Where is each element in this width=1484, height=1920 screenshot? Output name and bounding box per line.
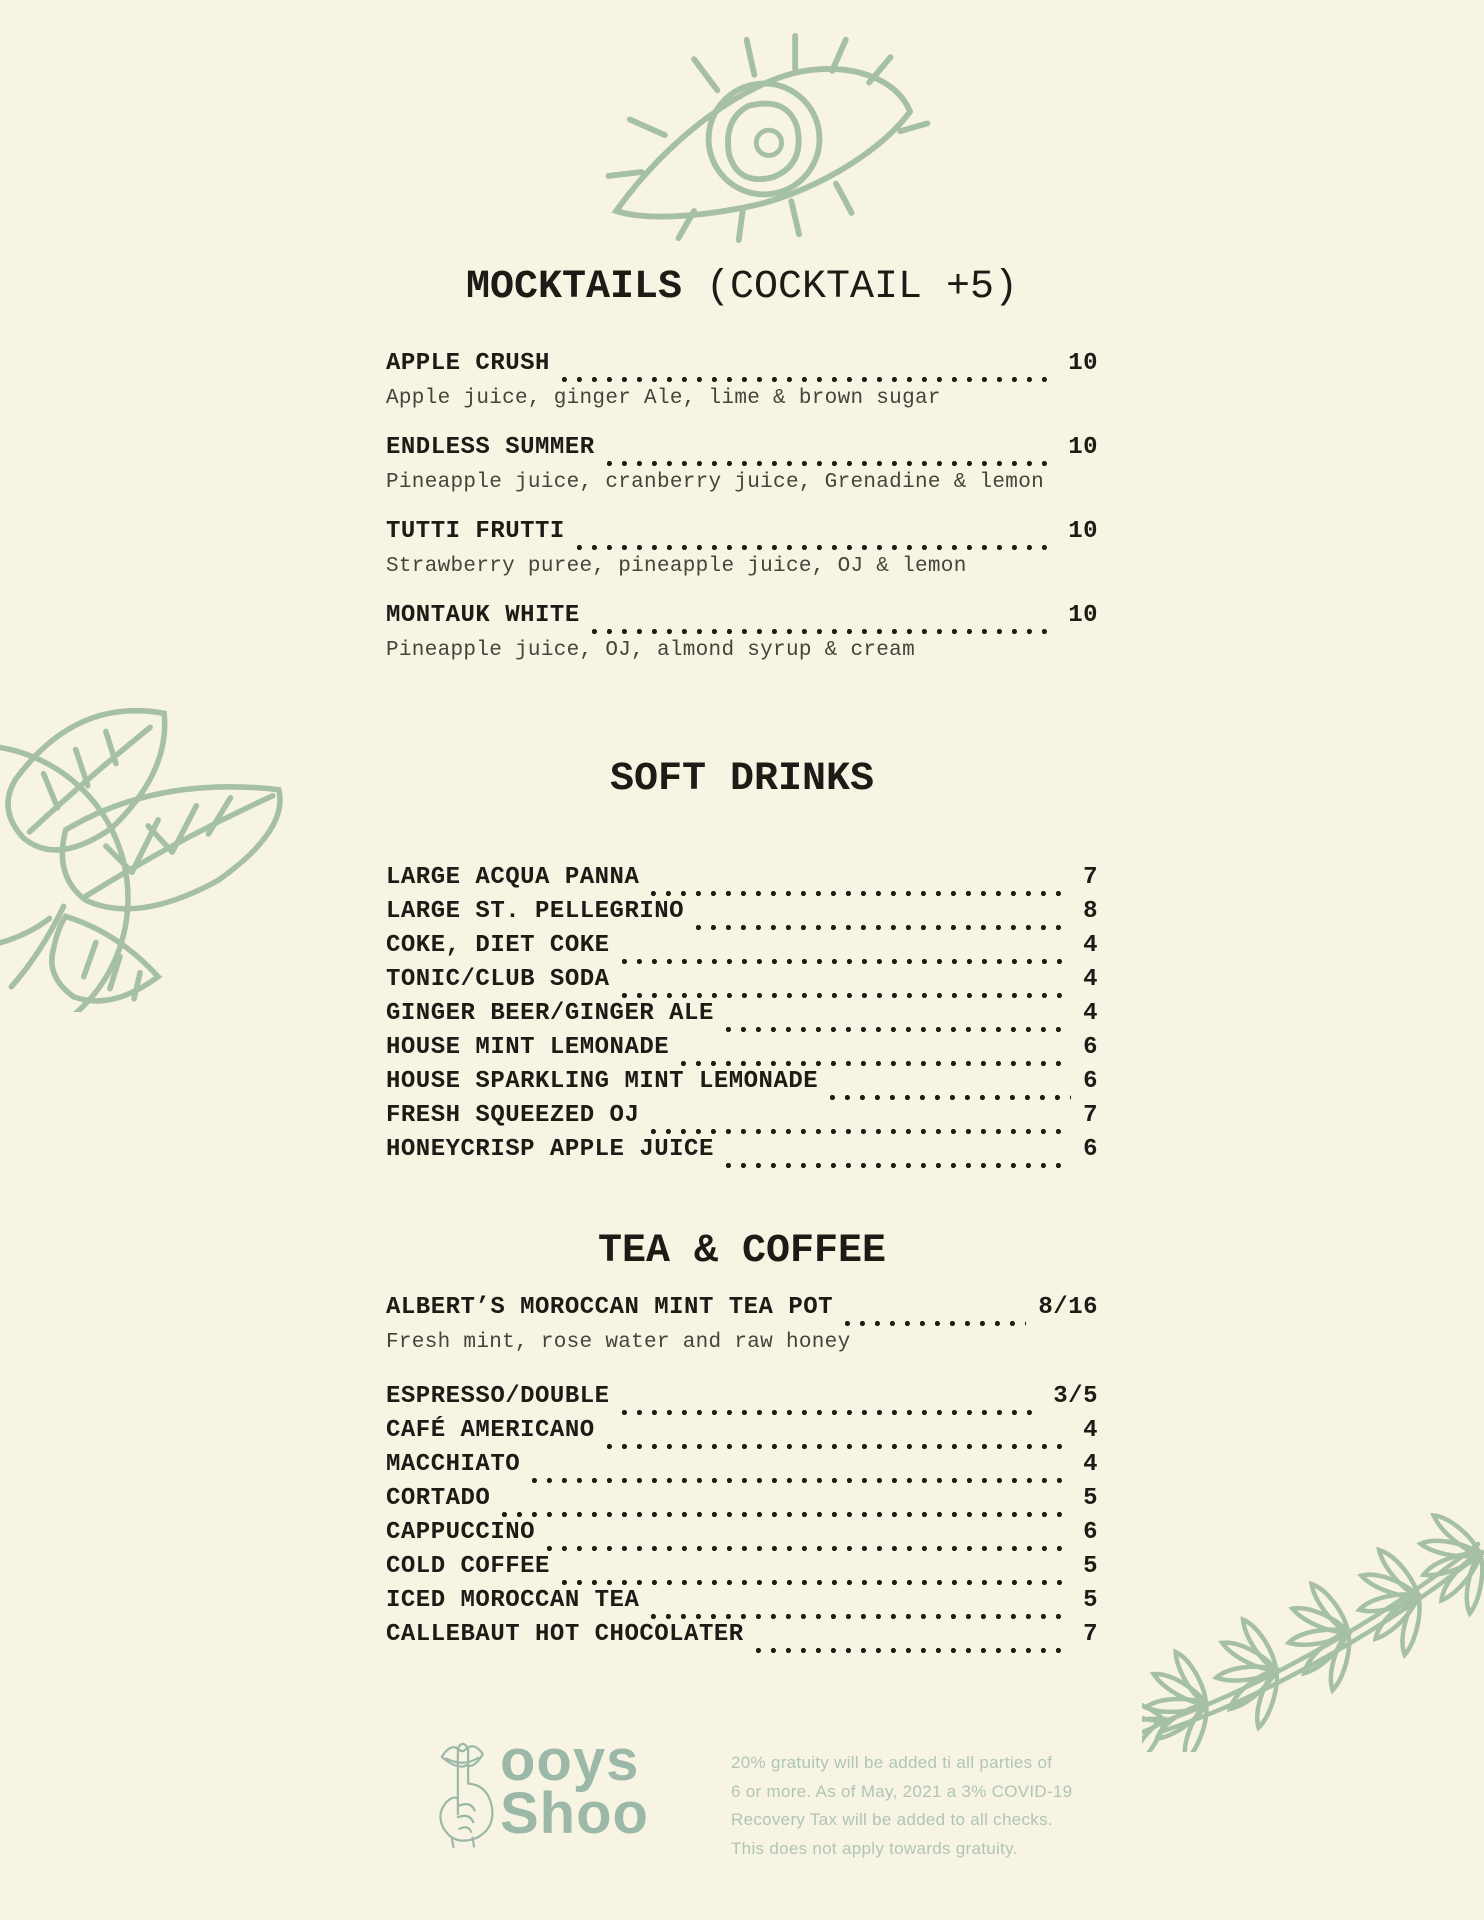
item-description: Strawberry puree, pineapple juice, OJ & lemon (386, 555, 967, 578)
menu-row (386, 1000, 1098, 1034)
dot-leader (681, 1061, 1071, 1066)
menu-row (386, 1451, 1098, 1485)
menu-row (386, 1068, 1098, 1102)
section-title-suffix: (COCKTAIL +5) (706, 265, 1019, 310)
section-title-text: MOCKTAILS (465, 265, 682, 310)
item-name: CALLEBAUT HOT CHOCOLATER (386, 1621, 744, 1648)
item-description: Pineapple juice, OJ, almond syrup & cream (386, 639, 915, 662)
tea-coffee-item-list (386, 1294, 1098, 1655)
item-price: 10 (1068, 518, 1098, 545)
item-name: LARGE ST. PELLEGRINO (386, 898, 685, 925)
logo-line-1: ooys (500, 1728, 640, 1793)
menu-row (386, 1383, 1098, 1417)
dot-leader (577, 545, 1056, 550)
menu-item (386, 518, 1098, 580)
item-price: 5 (1083, 1587, 1098, 1614)
item-price: 6 (1083, 1136, 1098, 1163)
menu-row (386, 1136, 1098, 1170)
item-name: HOUSE SPARKLING MINT LEMONADE (386, 1068, 819, 1095)
item-price: 6 (1083, 1034, 1098, 1061)
item-price: 10 (1068, 434, 1098, 461)
menu-row (386, 518, 1098, 552)
section-title-soft-drinks: SOFT DRINKS (609, 757, 875, 802)
menu-row (386, 1485, 1098, 1519)
item-name: ENDLESS SUMMER (386, 434, 595, 461)
menu-item (386, 1621, 1098, 1655)
dot-leader (651, 891, 1071, 896)
menu-item (386, 1034, 1098, 1068)
item-price: 10 (1068, 350, 1098, 377)
dot-leader (845, 1321, 1026, 1326)
menu-row (386, 1034, 1098, 1068)
item-price: 6 (1083, 1519, 1098, 1546)
menu-row (386, 1294, 1098, 1328)
item-price: 6 (1083, 1068, 1098, 1095)
dot-leader (756, 1648, 1071, 1653)
item-name: ALBERT’S MOROCCAN MINT TEA POT (386, 1294, 834, 1321)
item-price: 8 (1083, 898, 1098, 925)
logo-line-2: Shoo (500, 1781, 649, 1846)
item-price: 5 (1083, 1485, 1098, 1512)
dot-leader (502, 1512, 1071, 1517)
menu-item (386, 1519, 1098, 1553)
menu-item (386, 864, 1098, 898)
item-price: 7 (1083, 1621, 1098, 1648)
item-description: Apple juice, ginger Ale, lime & brown sugar (386, 387, 941, 410)
dot-leader (592, 629, 1056, 634)
dot-leader (726, 1027, 1071, 1032)
item-name: GINGER BEER/GINGER ALE (386, 1000, 714, 1027)
menu-item (386, 1417, 1098, 1451)
menu-row (386, 350, 1098, 384)
rosemary-sprig-icon (1142, 1452, 1484, 1752)
menu-row (386, 1553, 1098, 1587)
mint-leaves-icon (0, 678, 317, 1012)
menu-item (386, 1553, 1098, 1587)
menu-item (386, 1485, 1098, 1519)
item-name: ESPRESSO/DOUBLE (386, 1383, 610, 1410)
item-price: 7 (1083, 864, 1098, 891)
menu-item (386, 1000, 1098, 1034)
menu-row (386, 602, 1098, 636)
item-name: HONEYCRISP APPLE JUICE (386, 1136, 714, 1163)
dot-leader (622, 993, 1072, 998)
menu-row (386, 864, 1098, 898)
dot-leader (622, 1410, 1042, 1415)
dot-leader (726, 1163, 1071, 1168)
section-title-mocktails (386, 266, 1098, 310)
gratuity-note-line: 6 or more. As of May, 2021 a 3% COVID-19 (731, 1781, 1073, 1801)
item-name: COKE, DIET COKE (386, 932, 610, 959)
menu-item (386, 966, 1098, 1000)
item-description: Pineapple juice, cranberry juice, Grenadine & lemon (386, 471, 1045, 494)
menu-item (386, 434, 1098, 496)
gratuity-note-line: 20% gratuity will be added ti all parties of (731, 1753, 1053, 1772)
menu-item (386, 1294, 1098, 1356)
item-price: 4 (1083, 966, 1098, 993)
item-price: 4 (1083, 932, 1098, 959)
menu-row (386, 1587, 1098, 1621)
item-price: 4 (1083, 1417, 1098, 1444)
item-name: CORTADO (386, 1485, 491, 1512)
item-price: 4 (1083, 1451, 1098, 1478)
menu-item (386, 1451, 1098, 1485)
menu-item (386, 1587, 1098, 1621)
dot-leader (562, 377, 1056, 382)
gratuity-note-line: This does not apply towards gratuity. (731, 1838, 1018, 1858)
logo-wordmark (500, 1728, 649, 1846)
section-title-tea-coffee: TEA & COFFEE (597, 1229, 887, 1274)
item-name: COLD COFFEE (386, 1553, 550, 1580)
dot-leader (547, 1546, 1071, 1551)
item-name: MONTAUK WHITE (386, 602, 580, 629)
menu-item (386, 898, 1098, 932)
menu-row (386, 898, 1098, 932)
dot-leader (532, 1478, 1071, 1483)
item-description: Fresh mint, rose water and raw honey (386, 1331, 851, 1354)
item-price: 8/16 (1038, 1294, 1098, 1321)
soft-drinks-item-list (386, 864, 1098, 1170)
dot-leader (562, 1580, 1071, 1585)
menu-item (386, 1136, 1098, 1170)
dot-leader (607, 1444, 1071, 1449)
menu-item (386, 602, 1098, 664)
menu-item (386, 1383, 1098, 1417)
dot-leader (651, 1614, 1071, 1619)
item-name: CAPPUCCINO (386, 1519, 536, 1546)
gratuity-note-line: Recovery Tax will be added to all checks. (731, 1810, 1053, 1829)
item-price: 3/5 (1053, 1383, 1098, 1410)
menu-item (386, 932, 1098, 966)
menu-row (386, 966, 1098, 1000)
item-name: HOUSE MINT LEMONADE (386, 1034, 670, 1061)
item-price: 5 (1083, 1553, 1098, 1580)
item-name: APPLE CRUSH (386, 350, 550, 377)
item-name: CAFÉ AMERICANO (386, 1417, 595, 1444)
item-name: FRESH SQUEEZED OJ (386, 1102, 640, 1129)
item-name: TUTTI FRUTTI (386, 518, 565, 545)
menu-item (386, 1102, 1098, 1136)
menu-row (386, 932, 1098, 966)
dot-leader (607, 461, 1057, 466)
item-name: LARGE ACQUA PANNA (386, 864, 640, 891)
menu-item (386, 1068, 1098, 1102)
eye-doodle-icon (600, 30, 932, 244)
menu-row (386, 1102, 1098, 1136)
item-price: 4 (1083, 1000, 1098, 1027)
item-price: 7 (1083, 1102, 1098, 1129)
item-name: ICED MOROCCAN TEA (386, 1587, 640, 1614)
item-name: MACCHIATO (386, 1451, 521, 1478)
item-price: 10 (1068, 602, 1098, 629)
item-name: TONIC/CLUB SODA (386, 966, 610, 993)
menu-row (386, 1519, 1098, 1553)
dot-leader (696, 925, 1071, 930)
gratuity-note (731, 1749, 1072, 1863)
menu-item (386, 350, 1098, 412)
dot-leader (651, 1129, 1071, 1134)
menu-row (386, 1417, 1098, 1451)
menu-row (386, 434, 1098, 468)
dot-leader (830, 1095, 1071, 1100)
shush-hand-icon (430, 1722, 496, 1864)
menu-row (386, 1621, 1098, 1655)
mocktails-item-list (386, 350, 1098, 686)
dot-leader (622, 959, 1072, 964)
